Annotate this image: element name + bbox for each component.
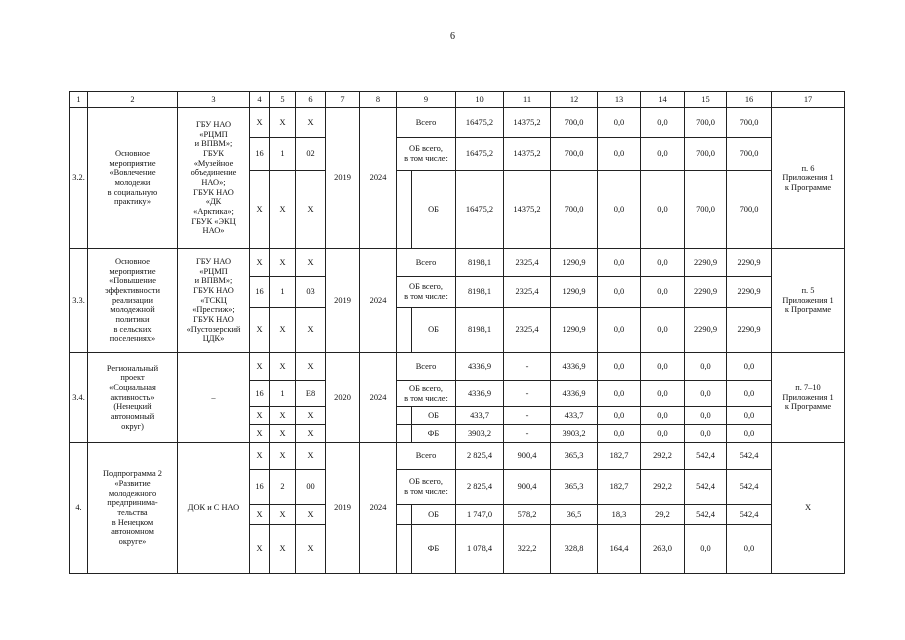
value-cell: 900,4 xyxy=(504,470,551,505)
value-cell: 18,3 xyxy=(598,505,641,525)
value-cell: 16475,2 xyxy=(456,108,504,138)
header-cell: 16 xyxy=(727,92,772,108)
value-cell: - xyxy=(504,425,551,443)
source-label: Всего xyxy=(397,353,456,381)
value-cell: 700,0 xyxy=(727,138,772,171)
value-cell: - xyxy=(504,407,551,425)
indent-cell xyxy=(397,425,412,443)
value-cell: 0,0 xyxy=(641,108,685,138)
value-cell: 4336,9 xyxy=(456,353,504,381)
note-cell: п. 6 Приложения 1 к Программе xyxy=(772,108,845,249)
row-number: 3.4. xyxy=(70,353,88,443)
value-cell: 700,0 xyxy=(551,108,598,138)
code-cell: 16 xyxy=(250,277,270,308)
value-cell: 700,0 xyxy=(727,171,772,249)
value-cell: 3903,2 xyxy=(551,425,598,443)
source-label: ОБ xyxy=(412,505,456,525)
value-cell: 0,0 xyxy=(727,353,772,381)
value-cell: 0,0 xyxy=(598,425,641,443)
value-cell: 0,0 xyxy=(598,277,641,308)
code-cell: 03 xyxy=(296,277,326,308)
code-cell: 1 xyxy=(270,381,296,407)
value-cell: 0,0 xyxy=(598,171,641,249)
source-label: ФБ xyxy=(412,425,456,443)
value-cell: 578,2 xyxy=(504,505,551,525)
value-cell: 2325,4 xyxy=(504,308,551,353)
source-label: ОБ всего, в том числе: xyxy=(397,381,456,407)
value-cell: 542,4 xyxy=(727,505,772,525)
code-cell: Х xyxy=(250,425,270,443)
measure-name: Основное мероприятие «Вовлечение молодежи в социальную практику» xyxy=(88,108,178,249)
value-cell: 700,0 xyxy=(551,138,598,171)
value-cell: 14375,2 xyxy=(504,108,551,138)
value-cell: 700,0 xyxy=(685,171,727,249)
code-cell: Х xyxy=(296,407,326,425)
header-cell: 17 xyxy=(772,92,845,108)
code-cell: 00 xyxy=(296,470,326,505)
header-cell: 9 xyxy=(397,92,456,108)
code-cell: Х xyxy=(250,525,270,574)
indent-cell xyxy=(397,308,412,353)
value-cell: 263,0 xyxy=(641,525,685,574)
value-cell: 0,0 xyxy=(727,381,772,407)
value-cell: 322,2 xyxy=(504,525,551,574)
value-cell: 0,0 xyxy=(598,108,641,138)
header-cell: 12 xyxy=(551,92,598,108)
measure-name: Подпрограмма 2 «Развитие молодежного предпринима- тельства в Ненецком автономном округе» xyxy=(88,443,178,574)
value-cell: 14375,2 xyxy=(504,171,551,249)
value-cell: 542,4 xyxy=(727,443,772,470)
value-cell: 0,0 xyxy=(727,407,772,425)
code-cell: 16 xyxy=(250,470,270,505)
value-cell: 2325,4 xyxy=(504,277,551,308)
end-year: 2024 xyxy=(360,249,397,353)
value-cell: 182,7 xyxy=(598,470,641,505)
source-label: Всего xyxy=(397,108,456,138)
value-cell: 0,0 xyxy=(641,353,685,381)
value-cell: 0,0 xyxy=(641,381,685,407)
value-cell: 2 825,4 xyxy=(456,470,504,505)
code-cell: 1 xyxy=(270,277,296,308)
source-label: ФБ xyxy=(412,525,456,574)
code-cell: Х xyxy=(250,443,270,470)
value-cell: 0,0 xyxy=(598,407,641,425)
value-cell: 3903,2 xyxy=(456,425,504,443)
value-cell: 292,2 xyxy=(641,470,685,505)
table-row xyxy=(70,443,845,470)
value-cell: 0,0 xyxy=(641,277,685,308)
value-cell: 182,7 xyxy=(598,443,641,470)
code-cell: 16 xyxy=(250,138,270,171)
start-year: 2020 xyxy=(326,353,360,443)
value-cell: 14375,2 xyxy=(504,138,551,171)
code-cell: Х xyxy=(250,407,270,425)
value-cell: 0,0 xyxy=(641,249,685,277)
value-cell: 4336,9 xyxy=(551,353,598,381)
value-cell: 700,0 xyxy=(685,108,727,138)
source-label: Всего xyxy=(397,443,456,470)
code-cell: Х xyxy=(296,443,326,470)
measure-name: Основное мероприятие «Повышение эффективности реализации молодежной политики в сельских поселениях» xyxy=(88,249,178,353)
executor: ГБУ НАО «РЦМП и ВПВМ»; ГБУК НАО «ТСКЦ «Престиж»; ГБУК НАО «Пустозерский ЦДК» xyxy=(178,249,250,353)
measure-name: Региональный проект «Социальная активность» (Ненецкий автономный округ) xyxy=(88,353,178,443)
value-cell: 8198,1 xyxy=(456,277,504,308)
value-cell: 0,0 xyxy=(598,308,641,353)
value-cell: 328,8 xyxy=(551,525,598,574)
row-number: 4. xyxy=(70,443,88,574)
executor: – xyxy=(178,353,250,443)
value-cell: 365,3 xyxy=(551,443,598,470)
value-cell: 0,0 xyxy=(598,381,641,407)
note-cell: п. 5 Приложения 1 к Программе xyxy=(772,249,845,353)
code-cell: Х xyxy=(296,308,326,353)
value-cell: 0,0 xyxy=(685,353,727,381)
value-cell: 0,0 xyxy=(727,425,772,443)
value-cell: 36,5 xyxy=(551,505,598,525)
value-cell: 164,4 xyxy=(598,525,641,574)
code-cell: Х xyxy=(270,353,296,381)
code-cell: Х xyxy=(296,249,326,277)
header-cell: 11 xyxy=(504,92,551,108)
value-cell: 0,0 xyxy=(598,353,641,381)
source-label: Всего xyxy=(397,249,456,277)
header-cell: 4 xyxy=(250,92,270,108)
header-cell: 2 xyxy=(88,92,178,108)
header-cell: 1 xyxy=(70,92,88,108)
indent-cell xyxy=(397,525,412,574)
value-cell: - xyxy=(504,381,551,407)
value-cell: 1 747,0 xyxy=(456,505,504,525)
row-number: 3.2. xyxy=(70,108,88,249)
indent-cell xyxy=(397,407,412,425)
code-cell: Е8 xyxy=(296,381,326,407)
value-cell: 0,0 xyxy=(641,308,685,353)
value-cell: 2290,9 xyxy=(727,249,772,277)
value-cell: 1290,9 xyxy=(551,249,598,277)
value-cell: 542,4 xyxy=(727,470,772,505)
value-cell: 292,2 xyxy=(641,443,685,470)
header-cell: 14 xyxy=(641,92,685,108)
code-cell: Х xyxy=(270,407,296,425)
indent-cell xyxy=(397,171,412,249)
code-cell: Х xyxy=(250,171,270,249)
code-cell: Х xyxy=(270,249,296,277)
table-row xyxy=(70,108,845,138)
executor: ДОК и С НАО xyxy=(178,443,250,574)
value-cell: 542,4 xyxy=(685,470,727,505)
value-cell: 542,4 xyxy=(685,505,727,525)
code-cell: Х xyxy=(270,525,296,574)
header-row xyxy=(70,92,845,108)
code-cell: 16 xyxy=(250,381,270,407)
code-cell: Х xyxy=(296,505,326,525)
value-cell: - xyxy=(504,353,551,381)
value-cell: 4336,9 xyxy=(551,381,598,407)
start-year: 2019 xyxy=(326,443,360,574)
code-cell: Х xyxy=(270,505,296,525)
program-table xyxy=(69,91,845,574)
code-cell: Х xyxy=(270,171,296,249)
value-cell: 0,0 xyxy=(598,138,641,171)
header-cell: 6 xyxy=(296,92,326,108)
value-cell: 1 078,4 xyxy=(456,525,504,574)
source-label: ОБ всего, в том числе: xyxy=(397,470,456,505)
value-cell: 0,0 xyxy=(641,425,685,443)
value-cell: 0,0 xyxy=(598,249,641,277)
code-cell: Х xyxy=(250,505,270,525)
start-year: 2019 xyxy=(326,249,360,353)
value-cell: 433,7 xyxy=(456,407,504,425)
code-cell: 1 xyxy=(270,138,296,171)
page-number: 6 xyxy=(450,31,455,42)
start-year: 2019 xyxy=(326,108,360,249)
code-cell: Х xyxy=(270,308,296,353)
value-cell: 0,0 xyxy=(685,425,727,443)
code-cell: Х xyxy=(296,525,326,574)
code-cell: Х xyxy=(250,308,270,353)
value-cell: 0,0 xyxy=(641,171,685,249)
source-label: ОБ xyxy=(412,171,456,249)
value-cell: 2290,9 xyxy=(727,308,772,353)
header-cell: 10 xyxy=(456,92,504,108)
code-cell: 02 xyxy=(296,138,326,171)
value-cell: 4336,9 xyxy=(456,381,504,407)
value-cell: 16475,2 xyxy=(456,138,504,171)
code-cell: Х xyxy=(250,353,270,381)
executor: ГБУ НАО «РЦМП и ВПВМ»; ГБУК «Музейное объединение НАО»; ГБУК НАО «ДК «Арктика»; ГБУК «ЭКЦ НАО» xyxy=(178,108,250,249)
code-cell: Х xyxy=(296,353,326,381)
code-cell: Х xyxy=(270,443,296,470)
value-cell: 365,3 xyxy=(551,470,598,505)
header-cell: 8 xyxy=(360,92,397,108)
value-cell: 0,0 xyxy=(685,381,727,407)
header-cell: 5 xyxy=(270,92,296,108)
code-cell: Х xyxy=(250,249,270,277)
value-cell: 29,2 xyxy=(641,505,685,525)
value-cell: 0,0 xyxy=(641,138,685,171)
end-year: 2024 xyxy=(360,108,397,249)
code-cell: Х xyxy=(270,425,296,443)
value-cell: 1290,9 xyxy=(551,277,598,308)
code-cell: 2 xyxy=(270,470,296,505)
table-row xyxy=(70,249,845,277)
source-label: ОБ всего, в том числе: xyxy=(397,277,456,308)
value-cell: 700,0 xyxy=(685,138,727,171)
value-cell: 0,0 xyxy=(727,525,772,574)
value-cell: 1290,9 xyxy=(551,308,598,353)
source-label: ОБ всего, в том числе: xyxy=(397,138,456,171)
value-cell: 2290,9 xyxy=(685,277,727,308)
value-cell: 2325,4 xyxy=(504,249,551,277)
source-label: ОБ xyxy=(412,407,456,425)
end-year: 2024 xyxy=(360,353,397,443)
code-cell: Х xyxy=(250,108,270,138)
value-cell: 0,0 xyxy=(641,407,685,425)
end-year: 2024 xyxy=(360,443,397,574)
source-label: ОБ xyxy=(412,308,456,353)
value-cell: 2 825,4 xyxy=(456,443,504,470)
code-cell: Х xyxy=(296,171,326,249)
value-cell: 8198,1 xyxy=(456,249,504,277)
value-cell: 2290,9 xyxy=(727,277,772,308)
code-cell: Х xyxy=(296,425,326,443)
value-cell: 900,4 xyxy=(504,443,551,470)
code-cell: Х xyxy=(270,108,296,138)
value-cell: 700,0 xyxy=(727,108,772,138)
value-cell: 0,0 xyxy=(685,525,727,574)
header-cell: 15 xyxy=(685,92,727,108)
value-cell: 2290,9 xyxy=(685,308,727,353)
value-cell: 16475,2 xyxy=(456,171,504,249)
value-cell: 542,4 xyxy=(685,443,727,470)
value-cell: 433,7 xyxy=(551,407,598,425)
table-row xyxy=(70,353,845,381)
header-cell: 3 xyxy=(178,92,250,108)
row-number: 3.3. xyxy=(70,249,88,353)
code-cell: Х xyxy=(296,108,326,138)
indent-cell xyxy=(397,505,412,525)
value-cell: 0,0 xyxy=(685,407,727,425)
value-cell: 2290,9 xyxy=(685,249,727,277)
header-cell: 7 xyxy=(326,92,360,108)
note-cell: п. 7–10 Приложения 1 к Программе xyxy=(772,353,845,443)
note-cell: Х xyxy=(772,443,845,574)
value-cell: 700,0 xyxy=(551,171,598,249)
header-cell: 13 xyxy=(598,92,641,108)
value-cell: 8198,1 xyxy=(456,308,504,353)
